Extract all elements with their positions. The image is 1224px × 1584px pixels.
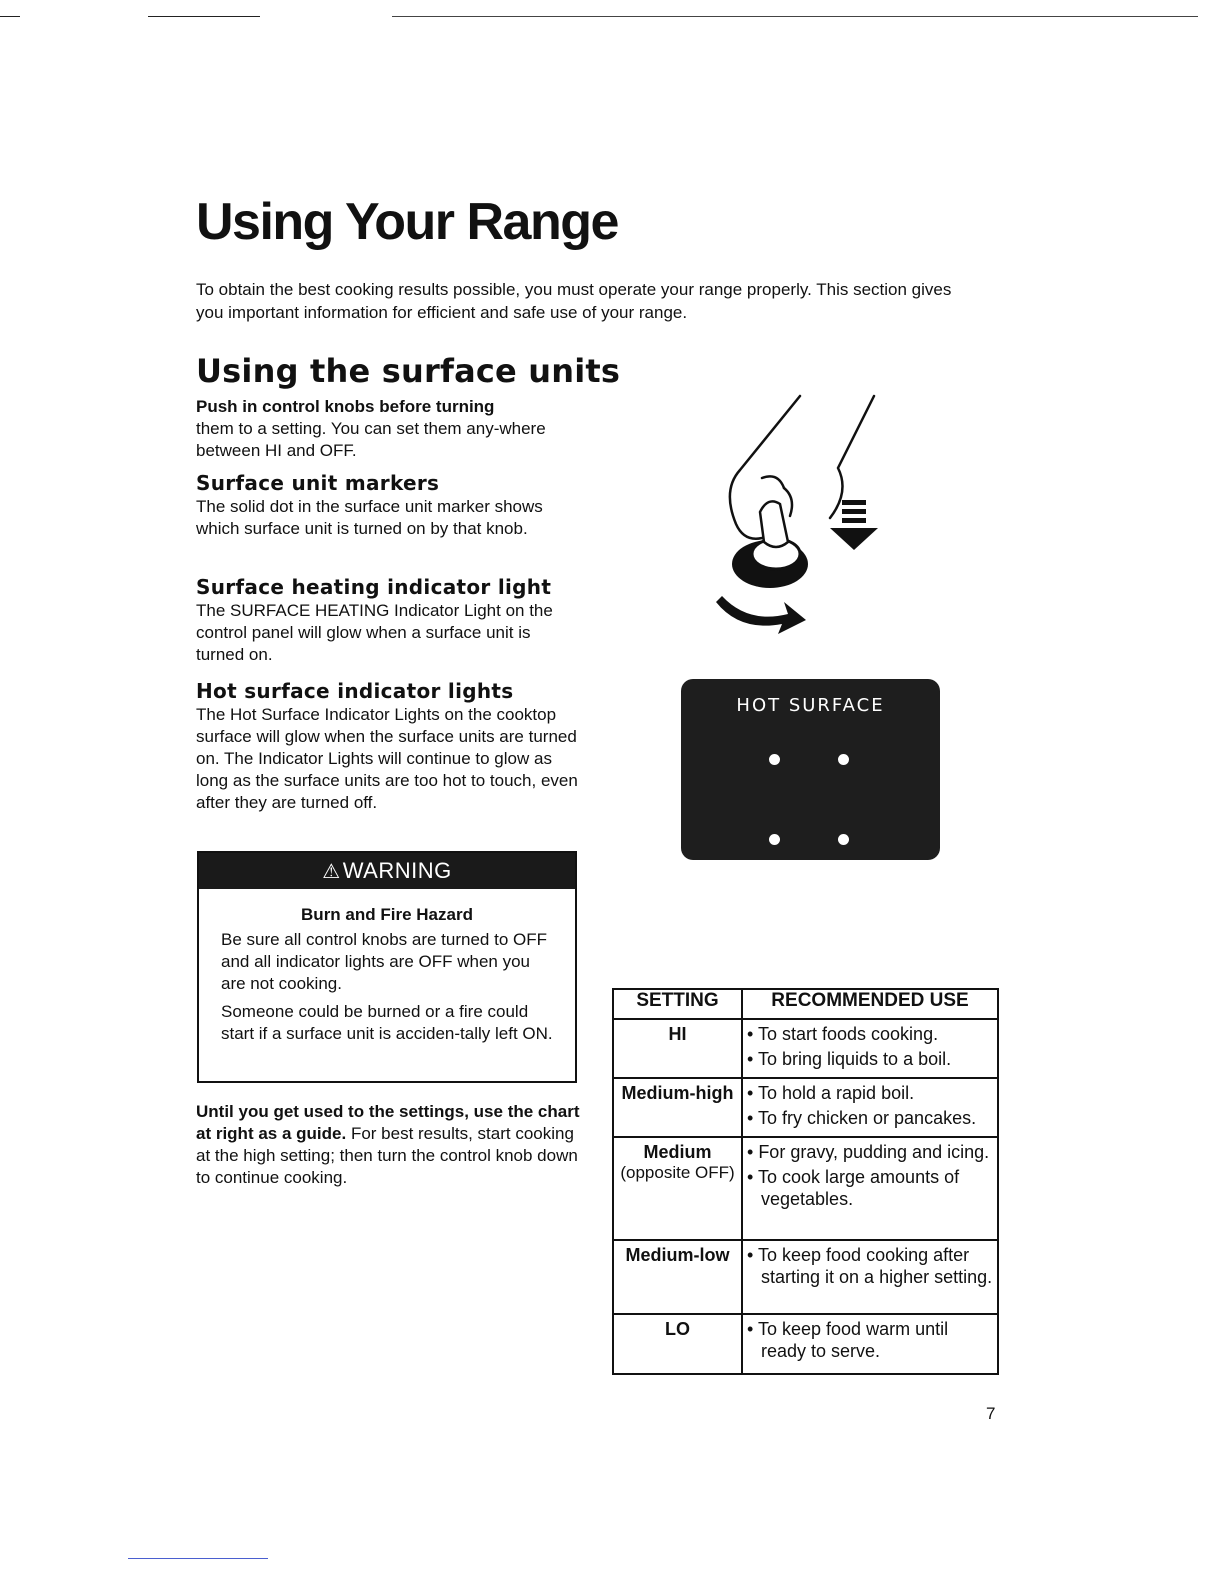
- knob-illustration: [700, 392, 900, 642]
- indicator-light: [838, 834, 849, 845]
- use-item: • For gravy, pudding and icing.: [747, 1142, 990, 1162]
- warning-box: [197, 851, 577, 1083]
- use-cell: [742, 1240, 998, 1314]
- heating-text: The SURFACE HEATING Indicator Light on the control panel will glow when a surface unit is turned on.: [196, 601, 553, 664]
- hot-text: The Hot Surface Indicator Lights on the cooktop surface will glow when the surface units are turned on. The Indicator Lights will continue to glow as long as the surface units are too hot to touch, even after they are turned off.: [196, 705, 578, 812]
- use-text: To hold a rapid boil.: [757, 1083, 915, 1103]
- warning-body: [199, 925, 575, 1045]
- use-text: To cook large amounts of vegetables.: [757, 1167, 960, 1209]
- top-rule: [392, 16, 1198, 17]
- hot-surface-label: HOT SURFACE: [736, 695, 885, 716]
- push-paragraph: [196, 396, 586, 462]
- warning-header: [199, 853, 575, 889]
- intro-paragraph: To obtain the best cooking results possible, you must operate your range properly. This section gives you important information for efficient and safe use of your range.: [196, 280, 952, 322]
- markers-heading: Surface unit markers: [196, 471, 440, 495]
- table-header-row: [613, 989, 998, 1019]
- warning-triangle-icon: ⚠: [322, 860, 341, 883]
- setting-sublabel: (opposite OFF): [620, 1163, 735, 1182]
- setting-cell: [613, 1137, 742, 1240]
- guide-text: For best results, start cooking at the high setting; then turn the control knob down to continue cooking.: [196, 1124, 578, 1187]
- use-text: To keep food cooking after starting it on a higher setting.: [757, 1245, 993, 1287]
- table-row: [613, 1314, 998, 1374]
- heating-heading: Surface heating indicator light: [196, 575, 552, 599]
- section-heading: Using the surface units: [196, 352, 621, 390]
- bottom-rule: [128, 1558, 268, 1559]
- header-setting: SETTING: [613, 989, 742, 1019]
- setting-label: Medium: [643, 1142, 712, 1162]
- indicator-light: [769, 834, 780, 845]
- table-row: [613, 1240, 998, 1314]
- use-item: • To keep food warm until ready to serve.: [747, 1319, 949, 1361]
- push-lead: Push in control knobs before turning: [196, 397, 495, 416]
- warning-label: WARNING: [342, 858, 452, 883]
- markers-text: The solid dot in the surface unit marker shows which surface unit is turned on by that knob.: [196, 497, 543, 538]
- setting-label: Medium-low: [625, 1245, 730, 1265]
- push-text: them to a setting. You can set them any-where between HI and OFF.: [196, 419, 546, 460]
- use-cell: [742, 1137, 998, 1240]
- top-rule: [0, 16, 20, 17]
- page-title: Using Your Range: [196, 193, 618, 251]
- use-text: To bring liquids to a boil.: [757, 1049, 952, 1069]
- setting-cell: [613, 1314, 742, 1374]
- use-cell: [742, 1078, 998, 1137]
- heating-block: [196, 576, 586, 666]
- warning-paragraph: Someone could be burned or a fire could start if a surface unit is acciden-tally left ON.: [221, 1002, 553, 1043]
- setting-cell: [613, 1240, 742, 1314]
- setting-cell: [613, 1019, 742, 1078]
- use-item: • To hold a rapid boil.: [747, 1083, 915, 1103]
- page-number: 7: [986, 1404, 996, 1423]
- warning-subtitle: Burn and Fire Hazard: [301, 905, 473, 924]
- guide-lead: Until you get used to the settings, use the chart at right as a guide.: [196, 1102, 580, 1143]
- use-cell: [742, 1019, 998, 1078]
- hot-heading: Hot surface indicator lights: [196, 679, 514, 703]
- use-item: • To bring liquids to a boil.: [747, 1049, 952, 1069]
- use-item: • To fry chicken or pancakes.: [747, 1108, 977, 1128]
- setting-label: Medium-high: [621, 1083, 734, 1103]
- setting-label: LO: [665, 1319, 690, 1339]
- use-cell: [742, 1314, 998, 1374]
- hot-surface-panel: [681, 679, 940, 860]
- guide-paragraph: [196, 1101, 591, 1189]
- markers-block: [196, 472, 586, 540]
- hot-block: [196, 680, 586, 814]
- use-item: • To start foods cooking.: [747, 1024, 939, 1044]
- use-item: • To keep food cooking after starting it on a higher setting.: [747, 1245, 993, 1287]
- indicator-light: [769, 754, 780, 765]
- turn-arrow-icon: [716, 596, 806, 634]
- use-text: To keep food warm until ready to serve.: [757, 1319, 949, 1361]
- use-text: To start foods cooking.: [757, 1024, 939, 1044]
- top-rule: [148, 16, 260, 17]
- table-row: [613, 1078, 998, 1137]
- settings-table: [612, 988, 999, 1375]
- fingers-icon: [760, 501, 788, 547]
- use-text: For gravy, pudding and icing.: [758, 1142, 990, 1162]
- indicator-light: [838, 754, 849, 765]
- table-row: [613, 1137, 998, 1240]
- setting-cell: [613, 1078, 742, 1137]
- use-item: • To cook large amounts of vegetables.: [747, 1167, 960, 1209]
- warning-paragraph: Be sure all control knobs are turned to OFF and all indicator lights are OFF when you are not cooking.: [221, 930, 547, 993]
- use-text: To fry chicken or pancakes.: [757, 1108, 977, 1128]
- setting-label: HI: [668, 1024, 687, 1044]
- header-recommended-use: RECOMMENDED USE: [742, 989, 998, 1019]
- table-row: [613, 1019, 998, 1078]
